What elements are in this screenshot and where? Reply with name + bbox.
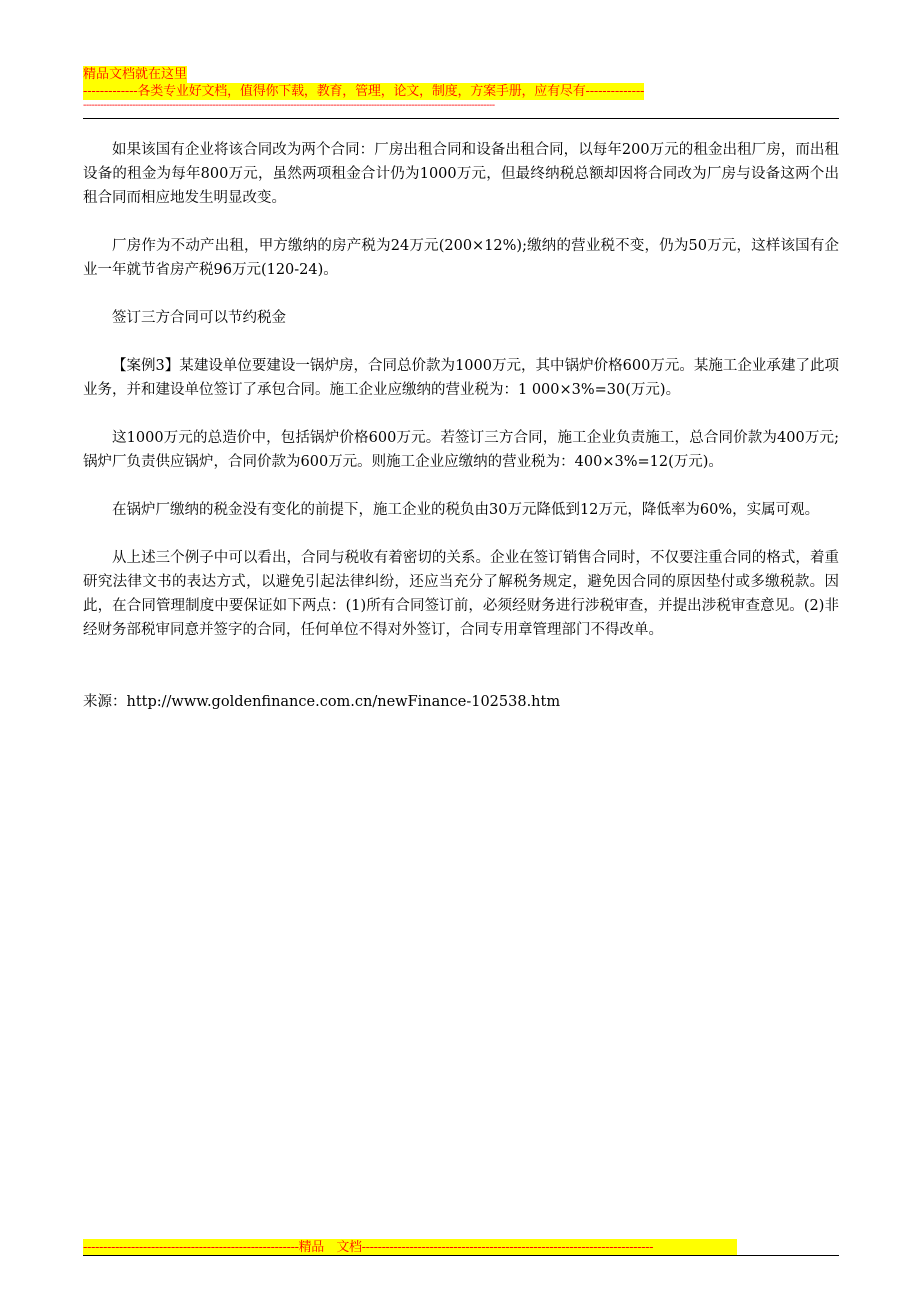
header-tagline: -------------各类专业好文档，值得你下载，教育，管理，论文，制度，方案手册，应有尽有-------------- — [83, 84, 645, 99]
header-title: 精品文档就在这里 — [83, 67, 188, 82]
source-line: 来源：http://www.goldenfinance.com.cn/newFinance-102538.htm — [83, 694, 561, 710]
document-body — [83, 138, 839, 738]
page-footer — [83, 1239, 843, 1261]
section-heading: 签订三方合同可以节约税金 — [112, 310, 286, 326]
page-header — [83, 66, 843, 112]
paragraph-case-3: 【案例3】某建设单位要建设一锅炉房，合同总价款为1000万元，其中锅炉价格600万元。某施工企业承建了此项业务，并和建设单位签订了承包合同。施工企业应缴纳的营业税为：1 000×3%=30(万元)。 — [83, 358, 839, 398]
paragraph-2: 厂房作为不动产出租，甲方缴纳的房产税为24万元(200×12%);缴纳的营业税不变，仍为50万元，这样该国有企业一年就节省房产税96万元(120-24)。 — [83, 238, 839, 278]
paragraph-1: 如果该国有企业将该合同改为两个合同：厂房出租合同和设备出租合同，以每年200万元的租金出租厂房，而出租设备的租金为每年800万元，虽然两项租金合计仍为1000万元，但最终纳税总额却因将合同改为厂房与设备这两个出租合同而相应地发生明显改变。 — [83, 142, 839, 206]
paragraph-4: 这1000万元的总造价中，包括锅炉价格600万元。若签订三方合同，施工企业负责施工，总合同价款为400万元;锅炉厂负责供应锅炉，合同价款为600万元。则施工企业应缴纳的营业税为：400×3%=12(万元)。 — [83, 430, 839, 470]
footer-text: ------------------------------------------------------精品 文档------------------------------------------------------------------------- — [83, 1239, 737, 1256]
paragraph-5: 在锅炉厂缴纳的税金没有变化的前提下，施工企业的税负由30万元降低到12万元，降低率为60%，实属可观。 — [112, 502, 820, 518]
header-rule — [83, 118, 839, 119]
paragraph-6: 从上述三个例子中可以看出，合同与税收有着密切的关系。企业在签订销售合同时，不仅要注重合同的格式，着重研究法律文书的表达方式，以避免引起法律纠纷，还应当充分了解税务规定，避免因合同的原因垫付或多缴税款。因此，在合同管理制度中要保证如下两点：(1)所有合同签订前，必须经财务进行涉税审查，并提出涉税审查意见。(2)非经财务部税审同意并签字的合同，任何单位不得对外签订，合同专用章管理部门不得改单。 — [83, 550, 839, 638]
footer-rule — [83, 1255, 839, 1256]
header-dash-line: ----------------------------------------------------------------------------------------------------------------------------------------------- — [83, 100, 495, 111]
